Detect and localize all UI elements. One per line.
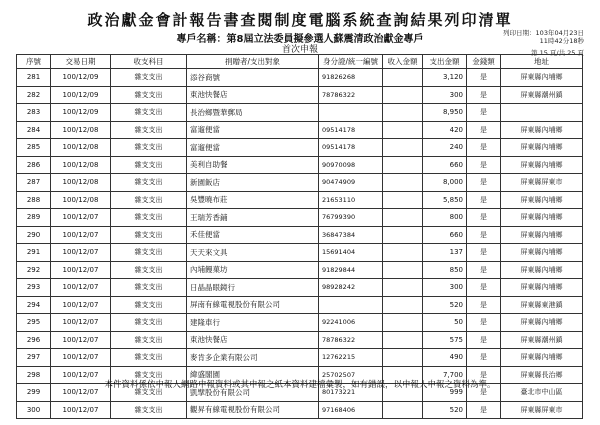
row-category: 雜支支出: [111, 384, 187, 402]
row-recipient: 禾佳便當: [187, 226, 319, 244]
row-expense: 520: [423, 296, 467, 314]
row-no: 295: [17, 314, 51, 332]
row-date: 100/12/07: [51, 279, 111, 297]
row-category: 雜支支出: [111, 279, 187, 297]
table-row: [17, 314, 583, 332]
row-expense: 490: [423, 349, 467, 367]
row-date: 100/12/08: [51, 191, 111, 209]
row-address: 屏東縣潮州鎮: [501, 86, 583, 104]
table-row: [17, 121, 583, 139]
row-money-type: 是: [467, 191, 501, 209]
row-income: [383, 121, 423, 139]
row-address: 屏東縣內埔鄉: [501, 121, 583, 139]
row-no: 283: [17, 104, 51, 122]
row-address: 屏東縣屏東市: [501, 174, 583, 192]
row-date: 100/12/07: [51, 384, 111, 402]
row-income: [383, 191, 423, 209]
row-address: [501, 104, 583, 122]
table-row: [17, 401, 583, 419]
row-category: 雜支支出: [111, 331, 187, 349]
row-id: [319, 296, 383, 314]
row-address: 屏東縣內埔鄉: [501, 349, 583, 367]
row-money-type: 是: [467, 174, 501, 192]
row-recipient: 麥肯多企業有限公司: [187, 349, 319, 367]
row-address: 屏東縣東港鎮: [501, 296, 583, 314]
row-date: 100/12/08: [51, 174, 111, 192]
row-recipient: 建隆車行: [187, 314, 319, 332]
col-header-category: 收支科目: [111, 55, 187, 69]
table-row: [17, 331, 583, 349]
row-income: [383, 86, 423, 104]
table-row: [17, 279, 583, 297]
row-expense: 999: [423, 384, 467, 402]
row-recipient: 王瑞芳香鋪: [187, 209, 319, 227]
row-recipient: 添谷商號: [187, 69, 319, 87]
row-address: 屏東縣內埔鄉: [501, 279, 583, 297]
row-address: 屏東縣內埔鄉: [501, 314, 583, 332]
col-header-id: 身分證/統一編號: [319, 55, 383, 69]
row-category: 雜支支出: [111, 366, 187, 384]
row-income: [383, 209, 423, 227]
row-no: 289: [17, 209, 51, 227]
row-address: 屏東縣屏東市: [501, 401, 583, 419]
report-table-container: [16, 54, 582, 419]
row-income: [383, 261, 423, 279]
row-id: 76799390: [319, 209, 383, 227]
row-expense: 8,950: [423, 104, 467, 122]
footer-note: 本件資料係依申報人網路申報資料或其申報之紙本資料建檔彙製，如有錯誤，以申報人申報之資料為準。: [104, 380, 496, 390]
row-no: 298: [17, 366, 51, 384]
row-address: 臺北市中山區: [501, 384, 583, 402]
row-expense: 850: [423, 261, 467, 279]
table-row: [17, 261, 583, 279]
row-recipient: 新園飯店: [187, 174, 319, 192]
row-recipient: 凱擘股份有限公司: [187, 384, 319, 402]
row-no: 287: [17, 174, 51, 192]
row-money-type: 是: [467, 156, 501, 174]
row-expense: 50: [423, 314, 467, 332]
row-date: 100/12/09: [51, 86, 111, 104]
row-money-type: 是: [467, 86, 501, 104]
row-id: 78786322: [319, 86, 383, 104]
row-date: 100/12/07: [51, 261, 111, 279]
row-id: 25702507: [319, 366, 383, 384]
row-date: 100/12/07: [51, 296, 111, 314]
row-address: 屏東縣內埔鄉: [501, 226, 583, 244]
row-money-type: 是: [467, 401, 501, 419]
row-category: 雜支支出: [111, 349, 187, 367]
row-no: 282: [17, 86, 51, 104]
row-date: 100/12/08: [51, 156, 111, 174]
row-no: 281: [17, 69, 51, 87]
row-money-type: 是: [467, 331, 501, 349]
row-id: 91829844: [319, 261, 383, 279]
row-income: [383, 156, 423, 174]
row-no: 292: [17, 261, 51, 279]
row-money-type: 是: [467, 244, 501, 262]
row-income: [383, 139, 423, 157]
row-income: [383, 331, 423, 349]
row-date: 100/12/08: [51, 121, 111, 139]
table-row: [17, 69, 583, 87]
report-title: 政治獻金會計報告書查閱制度電腦系統查詢結果列印清單: [87, 11, 513, 29]
row-income: [383, 349, 423, 367]
row-id: 78786322: [319, 331, 383, 349]
col-header-address: 地址: [501, 55, 583, 69]
row-recipient: 東池快餐店: [187, 86, 319, 104]
row-category: 雜支支出: [111, 314, 187, 332]
col-header-recipient: 捐贈者/支出對象: [187, 55, 319, 69]
row-date: 100/12/09: [51, 69, 111, 87]
row-recipient: 觀昇有線電視股份有限公司: [187, 401, 319, 419]
row-address: 屏東縣內埔鄉: [501, 139, 583, 157]
row-no: 294: [17, 296, 51, 314]
row-income: [383, 401, 423, 419]
row-id: 21653110: [319, 191, 383, 209]
col-header-expense: 支出金額: [423, 55, 467, 69]
row-address: 屏東縣內埔鄉: [501, 209, 583, 227]
row-address: 屏東縣內埔鄉: [501, 244, 583, 262]
row-income: [383, 296, 423, 314]
row-date: 100/12/07: [51, 331, 111, 349]
table-body: [17, 69, 583, 419]
row-category: 雜支支出: [111, 244, 187, 262]
row-no: 288: [17, 191, 51, 209]
row-id: 80173221: [319, 384, 383, 402]
row-expense: 800: [423, 209, 467, 227]
account-name-value: 第8屆立法委員擬參選人蘇震清政治獻金專戶: [226, 34, 424, 45]
col-header-date: 交易日期: [51, 55, 111, 69]
row-recipient: 美利自助餐: [187, 156, 319, 174]
print-date: 列印日期：103年04月23日: [503, 29, 584, 37]
row-recipient: 吳豐曉布莊: [187, 191, 319, 209]
row-id: 98928242: [319, 279, 383, 297]
row-id: 12762215: [319, 349, 383, 367]
row-address: 屏東縣內埔鄉: [501, 156, 583, 174]
row-id: 90970098: [319, 156, 383, 174]
row-id: 15691404: [319, 244, 383, 262]
transactions-table: [16, 54, 583, 419]
row-expense: 5,850: [423, 191, 467, 209]
table-row: [17, 226, 583, 244]
row-recipient: 富遛便當: [187, 121, 319, 139]
row-money-type: 是: [467, 366, 501, 384]
row-date: 100/12/09: [51, 104, 111, 122]
row-category: 雜支支出: [111, 401, 187, 419]
row-no: 296: [17, 331, 51, 349]
row-money-type: 是: [467, 279, 501, 297]
row-no: 299: [17, 384, 51, 402]
row-money-type: 是: [467, 314, 501, 332]
row-id: 97168406: [319, 401, 383, 419]
table-row: [17, 209, 583, 227]
row-date: 100/12/07: [51, 366, 111, 384]
row-category: 雜支支出: [111, 226, 187, 244]
row-money-type: 是: [467, 209, 501, 227]
table-row: [17, 156, 583, 174]
row-recipient: 內埔饅菓坊: [187, 261, 319, 279]
row-recipient: 東池快餐店: [187, 331, 319, 349]
row-address: 屏東縣長治鄉: [501, 366, 583, 384]
row-income: [383, 174, 423, 192]
row-expense: 575: [423, 331, 467, 349]
row-category: 雜支支出: [111, 69, 187, 87]
row-income: [383, 244, 423, 262]
row-income: [383, 279, 423, 297]
row-id: [319, 104, 383, 122]
row-no: 286: [17, 156, 51, 174]
table-header-row: [17, 55, 583, 69]
row-money-type: 是: [467, 349, 501, 367]
row-no: 293: [17, 279, 51, 297]
table-row: [17, 86, 583, 104]
row-expense: 240: [423, 139, 467, 157]
row-address: 屏東縣內埔鄉: [501, 69, 583, 87]
row-id: 92241006: [319, 314, 383, 332]
row-recipient: 緯盛閣園: [187, 366, 319, 384]
row-recipient: 日晶晶眼鏡行: [187, 279, 319, 297]
row-no: 290: [17, 226, 51, 244]
col-header-no: 序號: [17, 55, 51, 69]
row-category: 雜支支出: [111, 104, 187, 122]
row-income: [383, 226, 423, 244]
row-date: 100/12/07: [51, 226, 111, 244]
row-date: 100/12/07: [51, 244, 111, 262]
row-date: 100/12/07: [51, 209, 111, 227]
row-expense: 300: [423, 86, 467, 104]
row-address: 屏東縣內埔鄉: [501, 191, 583, 209]
row-no: 300: [17, 401, 51, 419]
table-row: [17, 191, 583, 209]
col-header-income: 收入金額: [383, 55, 423, 69]
table-row: [17, 104, 583, 122]
row-no: 291: [17, 244, 51, 262]
row-category: 雜支支出: [111, 139, 187, 157]
print-time: 11時42分18秒: [539, 37, 584, 45]
row-money-type: 是: [467, 296, 501, 314]
row-expense: 660: [423, 226, 467, 244]
row-category: 雜支支出: [111, 86, 187, 104]
row-category: 雜支支出: [111, 209, 187, 227]
row-date: 100/12/08: [51, 139, 111, 157]
row-money-type: 是: [467, 121, 501, 139]
row-id: 90474909: [319, 174, 383, 192]
col-header-money: 金錢類: [467, 55, 501, 69]
page-info: 第 15 頁/共 25 頁: [531, 49, 584, 57]
row-category: 雜支支出: [111, 261, 187, 279]
row-date: 100/12/07: [51, 314, 111, 332]
table-row: [17, 244, 583, 262]
row-id: 91826268: [319, 69, 383, 87]
row-category: 雜支支出: [111, 156, 187, 174]
row-expense: 3,120: [423, 69, 467, 87]
row-expense: 660: [423, 156, 467, 174]
row-income: [383, 104, 423, 122]
row-id: 36847384: [319, 226, 383, 244]
row-income: [383, 69, 423, 87]
row-expense: 7,700: [423, 366, 467, 384]
row-category: 雜支支出: [111, 174, 187, 192]
table-row: [17, 349, 583, 367]
row-id: 09514178: [319, 139, 383, 157]
row-no: 297: [17, 349, 51, 367]
row-money-type: 是: [467, 261, 501, 279]
row-no: 285: [17, 139, 51, 157]
row-expense: 137: [423, 244, 467, 262]
row-income: [383, 314, 423, 332]
account-name-label: 專戶名稱：: [176, 34, 227, 45]
row-money-type: 是: [467, 69, 501, 87]
row-recipient: 屏南有線電視股份有限公司: [187, 296, 319, 314]
report-type: 首次申報: [281, 45, 318, 55]
table-row: [17, 139, 583, 157]
row-recipient: 富遛便當: [187, 139, 319, 157]
row-money-type: 是: [467, 384, 501, 402]
row-address: 屏東縣潮州鎮: [501, 331, 583, 349]
row-recipient: 長治鄉暨華郵局: [187, 104, 319, 122]
row-category: 雜支支出: [111, 191, 187, 209]
row-category: 雜支支出: [111, 296, 187, 314]
row-expense: 420: [423, 121, 467, 139]
row-money-type: 是: [467, 139, 501, 157]
row-recipient: 天天來文具: [187, 244, 319, 262]
row-date: 100/12/07: [51, 349, 111, 367]
row-expense: 520: [423, 401, 467, 419]
row-id: 09514178: [319, 121, 383, 139]
row-money-type: 是: [467, 226, 501, 244]
table-row: [17, 174, 583, 192]
row-no: 284: [17, 121, 51, 139]
row-address: 屏東縣內埔鄉: [501, 261, 583, 279]
table-row: [17, 296, 583, 314]
row-date: 100/12/07: [51, 401, 111, 419]
row-money-type: 是: [467, 104, 501, 122]
row-expense: 300: [423, 279, 467, 297]
row-expense: 8,000: [423, 174, 467, 192]
row-category: 雜支支出: [111, 121, 187, 139]
